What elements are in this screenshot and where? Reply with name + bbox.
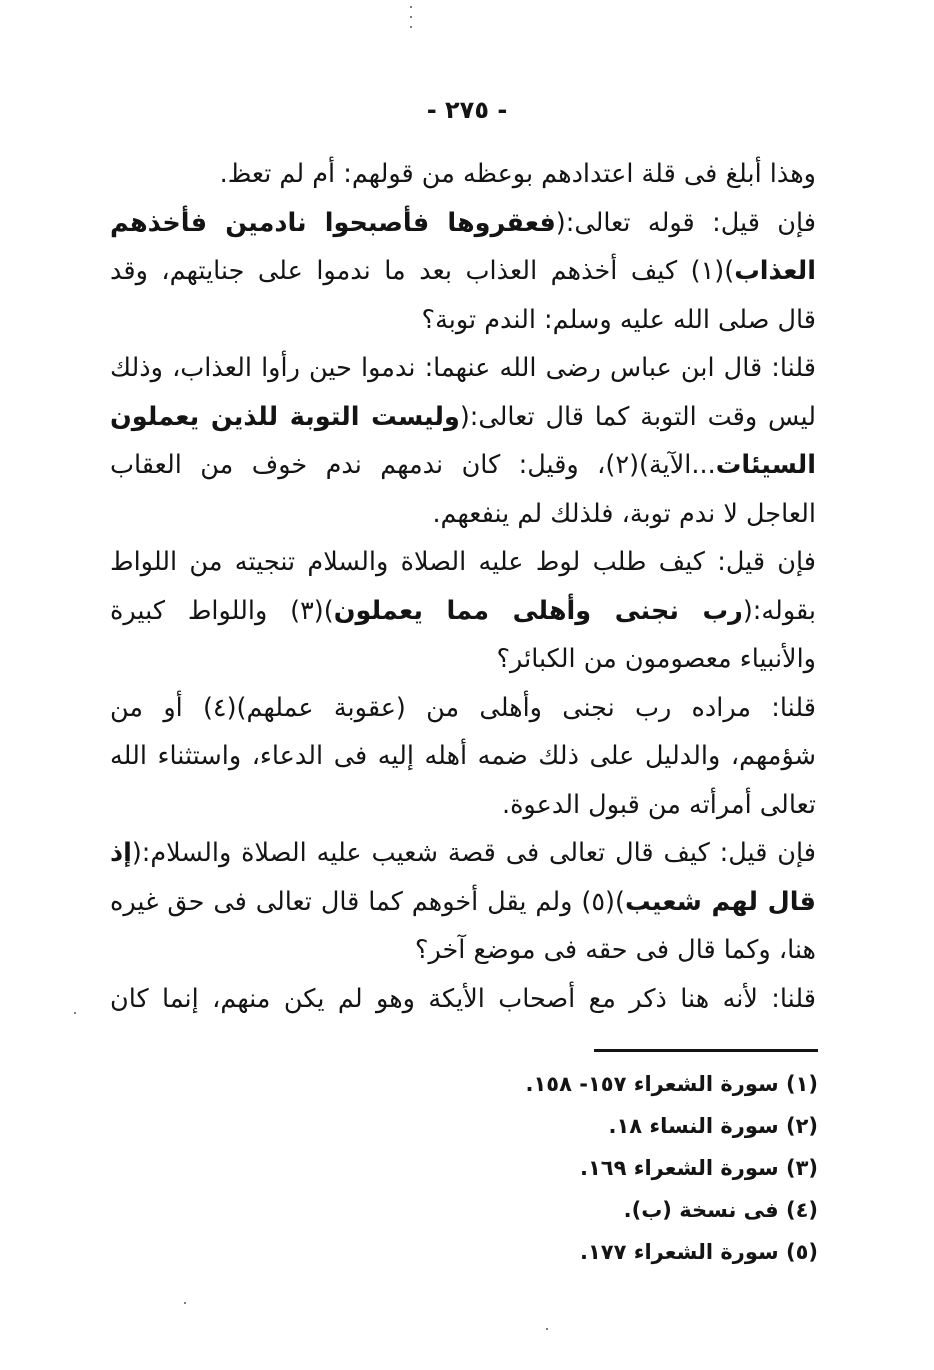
text-line <box>110 344 816 393</box>
footnote: (٣) سورة الشعراء ١٦٩. <box>579 1156 818 1180</box>
quran-quote: فعقروها فأصبحوا نادمين فأخذهم <box>110 207 556 238</box>
text-line <box>110 490 816 539</box>
text-line <box>110 781 816 830</box>
text-segment: قال صلى الله عليه وسلم: الندم توبة؟ <box>421 304 816 335</box>
footnote: (١) سورة الشعراء ١٥٧- ١٥٨. <box>525 1072 818 1096</box>
text-segment: والأنبياء معصومون من الكبائر؟ <box>496 644 816 674</box>
text-line <box>110 150 816 199</box>
quran-quote: رب نجنى وأهلى مما يعملون <box>333 595 743 626</box>
scan-speck <box>410 16 412 18</box>
text-line <box>110 247 816 296</box>
page-number: - ٢٧٥ - <box>426 96 508 124</box>
footnote: (٤) فى نسخة (ب). <box>623 1198 818 1222</box>
text-line <box>110 878 816 927</box>
text-line <box>110 296 816 345</box>
text-line <box>110 926 816 975</box>
footnote: (٢) سورة النساء ١٨. <box>608 1114 818 1138</box>
text-segment: بقوله:( <box>742 595 816 626</box>
text-segment: شؤمهم، والدليل على ذلك ضمه أهله إليه فى الدعاء، واستثناء الله <box>110 741 816 771</box>
text-segment: قلنا: قال ابن عباس رضى الله عنهما: ندموا حين رأوا العذاب، وذلك <box>110 353 816 383</box>
text-segment: )(٥) ولم يقل أخوهم كما قال تعالى فى حق غيره <box>110 886 625 917</box>
text-line <box>110 441 816 490</box>
text-segment: ...الآية)(٢)، وقيل: كان ندمهم ندم خوف من العقاب <box>110 450 716 480</box>
scan-speck <box>184 1302 186 1304</box>
scan-speck <box>410 6 412 8</box>
text-segment: فإن قيل: كيف قال تعالى فى قصة شعيب عليه الصلاة والسلام:( <box>131 838 816 868</box>
text-segment: فإن قيل: قوله تعالى:( <box>555 207 816 238</box>
text-segment: فإن قيل: كيف طلب لوط عليه الصلاة والسلام تنجيته من اللواط <box>110 547 816 577</box>
footnote-separator <box>594 1049 818 1052</box>
quran-quote: قال لهم شعيب <box>624 886 817 917</box>
text-line <box>110 199 816 248</box>
text-line <box>110 587 816 636</box>
text-line <box>110 684 816 733</box>
text-line <box>110 635 816 684</box>
body-text <box>110 150 816 1023</box>
text-line <box>110 538 816 587</box>
text-segment: قلنا: لأنه هنا ذكر مع أصحاب الأيكة وهو لم يكن منهم، إنما كان <box>110 983 816 1014</box>
text-segment: تعالى أمرأته من قبول الدعوة. <box>501 789 816 820</box>
text-segment: )(٣) واللواط كبيرة <box>110 595 334 626</box>
scan-speck <box>74 1012 76 1014</box>
text-line <box>110 732 816 781</box>
text-line <box>110 829 816 878</box>
text-segment: )(١) كيف أخذهم العذاب بعد ما ندموا على جنايتهم، وقد <box>110 256 735 286</box>
footnotes <box>526 1063 819 1273</box>
quran-quote: السيئات <box>715 450 816 480</box>
text-segment: هنا، وكما قال فى حقه فى موضع آخر؟ <box>414 935 816 965</box>
quran-quote: العذاب <box>734 256 816 286</box>
text-line <box>110 975 816 1024</box>
text-segment: ليس وقت التوبة كما قال تعالى:( <box>459 401 816 432</box>
text-segment: وهذا أبلغ فى قلة اعتدادهم بوعظه من قولهم: أم لم تعظ. <box>219 159 816 189</box>
text-line <box>110 393 816 442</box>
text-segment: قلنا: مراده رب نجنى وأهلى من (عقوبة عملهم)(٤) أو من <box>110 692 816 723</box>
text-segment: العاجل لا ندم توبة، فلذلك لم ينفعهم. <box>432 498 816 529</box>
scan-speck <box>410 26 412 28</box>
quran-quote: إذ <box>110 838 132 868</box>
quran-quote: وليست التوبة للذين يعملون <box>110 401 460 432</box>
scan-speck <box>546 1328 548 1330</box>
footnote: (٥) سورة الشعراء ١٧٧. <box>579 1240 818 1264</box>
